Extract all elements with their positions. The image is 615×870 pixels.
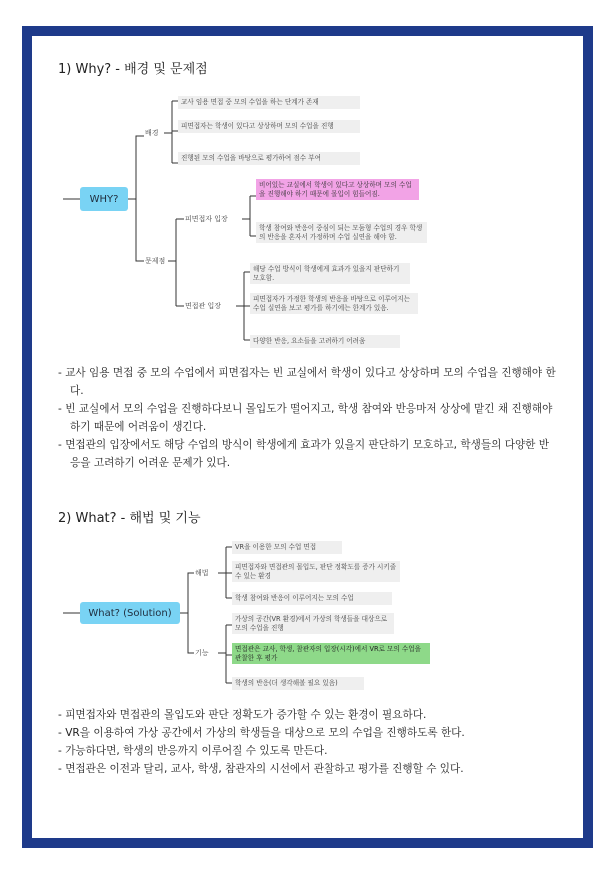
function-item: 가상의 공간(VR 환경)에서 가상의 학생들을 대상으로 모의 수업을 진행 <box>232 613 394 634</box>
branch-solution: 해법 <box>195 569 209 577</box>
branch-function: 기능 <box>195 649 209 657</box>
interviewee-item-highlight: 비어있는 교실에서 학생이 있다고 상상하며 모의 수업을 진행해야 하기 때문에 몰입이 힘들어짐. <box>256 179 419 200</box>
sub-interviewer: 면접관 입장 <box>185 302 222 310</box>
function-item-highlight: 면접관은 교사, 학생, 참관자의 입장(시각)에서 VR로 모의 수업을 관찰한 후 평가 <box>232 643 430 664</box>
interviewer-item: 해당 수업 방식이 학생에게 효과가 있을지 판단하기 모호함. <box>250 263 410 284</box>
interviewer-item: 다양한 반응, 요소들을 고려하기 어려움 <box>250 335 400 348</box>
background-item: 진행된 모의 수업을 바탕으로 평가하여 점수 부여 <box>178 152 360 165</box>
interviewee-item: 학생 참여와 반응이 중심이 되는 모둠형 수업의 경우 학생의 반응을 혼자서 가정하며 수업 실연을 해야 함. <box>256 222 427 243</box>
paragraph: - VR을 이용하여 가상 공간에서 가상의 학생들을 대상으로 모의 수업을 진행하도록 한다. <box>58 727 465 739</box>
paragraph: - 교사 임용 면접 중 모의 수업에서 피면접자는 빈 교실에서 학생이 있다고 상상하며 모의 수업을 진행해야 한다. <box>58 367 556 397</box>
mindmap-root-what: What? (Solution) <box>80 602 180 624</box>
branch-problem: 문제점 <box>145 257 166 265</box>
mindmap-root-why: WHY? <box>80 187 128 211</box>
paragraph: - 가능하다면, 학생의 반응까지 이루어질 수 있도록 만든다. <box>58 745 328 757</box>
branch-background: 배경 <box>145 129 159 137</box>
paragraph: - 빈 교실에서 모의 수업을 진행하다보니 몰입도가 떨어지고, 학생 참여와 반응마저 상상에 맡긴 채 진행해야 하기 때문에 어려움이 생긴다. <box>58 403 553 433</box>
paragraph: - 면접관의 입장에서도 해당 수업의 방식이 학생에게 효과가 있을지 판단하기 모호하고, 학생들의 다양한 반응을 고려하기 어려운 문제가 있다. <box>58 439 550 469</box>
section1-paragraphs <box>58 364 558 472</box>
paragraph: - 피면접자와 면접관의 몰입도와 판단 정확도가 증가할 수 있는 환경이 필요하다. <box>58 709 427 721</box>
paragraph: - 면접관은 이전과 달리, 교사, 학생, 참관자의 시선에서 관찰하고 평가를 진행할 수 있다. <box>58 763 464 775</box>
function-item: 학생의 반응(더 생각해볼 필요 있음) <box>232 677 364 690</box>
interviewer-item: 피면접자가 가정한 학생의 반응을 바탕으로 이루어지는 수업 실연을 보고 평가를 하기에는 한계가 있음. <box>250 293 418 314</box>
solution-item: VR을 이용한 모의 수업 면접 <box>232 541 342 554</box>
section2-paragraphs <box>58 706 558 778</box>
background-item: 피면접자는 학생이 있다고 상상하며 모의 수업을 진행 <box>178 120 360 133</box>
solution-item: 피면접자와 면접관의 몰입도, 판단 정확도를 증가 시키줄 수 있는 환경 <box>232 561 400 582</box>
section2-heading: 2) What? - 해법 및 기능 <box>58 511 201 526</box>
sub-interviewee: 피면접자 입장 <box>185 215 228 223</box>
background-item: 교사 임용 면접 중 모의 수업을 하는 단계가 존재 <box>178 96 360 109</box>
section1-heading: 1) Why? - 배경 및 문제점 <box>58 62 208 77</box>
solution-item: 학생 참여와 반응이 이루어지는 모의 수업 <box>232 592 392 605</box>
